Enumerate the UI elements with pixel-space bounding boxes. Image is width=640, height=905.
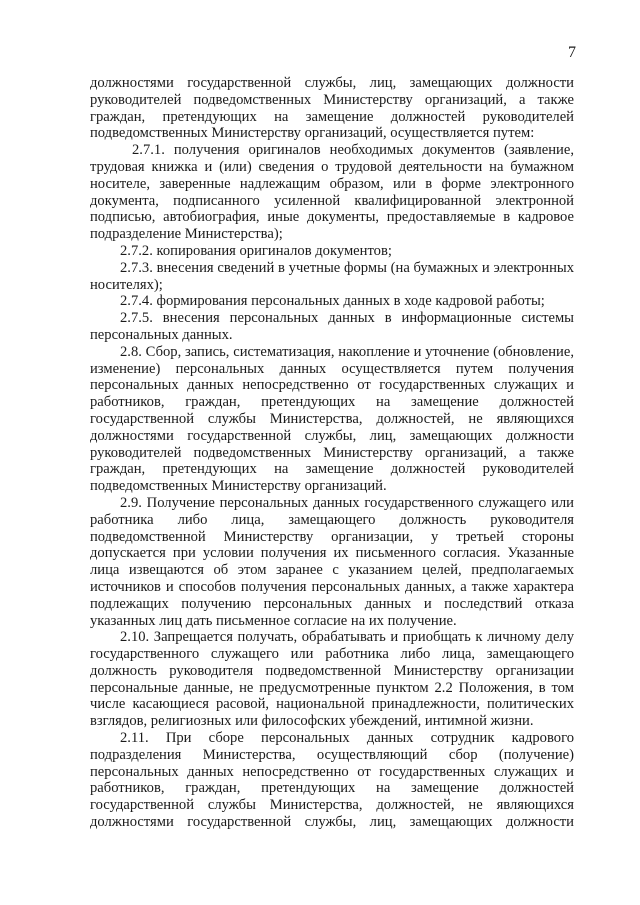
text-line: руководителей подведомственных Министерству организаций, а также: [90, 444, 574, 461]
text-line: подведомственных Министерству организаций, осуществляется путем:: [90, 125, 535, 142]
text-line: источников и способов получения персональных данных, а также характера: [90, 578, 574, 595]
text-line: допускается при условии получения их письменного согласия. Указанные: [90, 545, 574, 562]
text-line: должностями государственной службы, лиц, замещающих должности: [90, 427, 574, 444]
text-line: 2.8. Сбор, запись, систематизация, накопление и уточнение (обновление,: [120, 343, 574, 360]
text-line: работников, граждан, претендующих на замещение должностей: [90, 394, 574, 411]
text-line: лица извещаются об этом заранее с указанием целей, предполагаемых: [90, 562, 574, 579]
text-line: числе касающиеся расовой, национальной принадлежности, политических: [90, 696, 574, 713]
text-line: носителях);: [90, 276, 163, 293]
text-line: изменение) персональных данных осуществляется путем получения: [90, 360, 574, 377]
text-line: подразделения Министерства, осуществляющий сбор (получение): [90, 746, 574, 763]
text-line: 2.7.5. внесения персональных данных в информационные системы: [120, 310, 574, 327]
text-line: 2.7.2. копирования оригиналов документов;: [120, 242, 392, 259]
text-line: государственного служащего или работника либо лица, замещающего: [90, 646, 574, 663]
text-line: подведомственных Министерству организаций.: [90, 478, 387, 495]
text-line: документа, подписанного усиленной квалифицированной электронной: [90, 192, 574, 209]
text-line: руководителей подведомственных Министерству организаций, а также: [90, 91, 574, 108]
text-line: работника либо лица, замещающего должность руководителя: [90, 511, 574, 528]
text-line: 2.10. Запрещается получать, обрабатывать и приобщать к личному делу: [120, 629, 574, 646]
text-line: государственной службы Министерства, должностей, не являющихся: [90, 797, 574, 814]
body-text: [90, 75, 574, 831]
text-line: должностями государственной службы, лиц, замещающих должности: [90, 814, 574, 831]
text-line: указанных лиц дать письменное согласие на их получение.: [90, 612, 457, 629]
text-line: носителе, заверенные надлежащим образом, или в форме электронного: [90, 175, 574, 192]
text-line: 2.9. Получение персональных данных государственного служащего или: [120, 494, 574, 511]
text-line: персональных данных.: [90, 326, 233, 343]
text-line: подписью, автобиография, иные документы, предоставляемые в кадровое: [90, 209, 574, 226]
text-line: подведомственной Министерству организации, у третьей стороны: [90, 528, 574, 545]
text-line: должность руководителя подведомственной Министерству организации: [90, 662, 574, 679]
text-line: персональных данных непосредственно от государственных служащих и: [90, 377, 574, 394]
text-line: должностями государственной службы, лиц, замещающих должности: [90, 75, 574, 91]
text-line: 2.7.3. внесения сведений в учетные формы (на бумажных и электронных: [120, 259, 574, 276]
text-line: 2.7.4. формирования персональных данных в ходе кадровой работы;: [120, 293, 545, 310]
page-number: 7: [568, 44, 576, 61]
text-line: подлежащих получению персональных данных и последствий отказа: [90, 595, 574, 612]
text-line: персональные данные, не предусмотренные пунктом 2.2 Положения, в том: [90, 679, 574, 696]
text-line: работников, граждан, претендующих на замещение должностей: [90, 780, 574, 797]
text-line: 2.7.1. получения оригиналов необходимых документов (заявление,: [132, 142, 574, 159]
text-line: граждан, претендующих на замещение должностей руководителей: [90, 461, 574, 478]
text-line: взглядов, религиозных или философских убеждений, интимной жизни.: [90, 713, 534, 730]
text-line: персональных данных непосредственно от государственных служащих и: [90, 763, 574, 780]
text-line: подразделение Министерства);: [90, 226, 283, 243]
text-line: граждан, претендующих на замещение должностей руководителей: [90, 108, 574, 125]
text-line: трудовая книжка и (или) сведения о трудовой деятельности на бумажном: [90, 158, 574, 175]
text-line: 2.11. При сборе персональных данных сотрудник кадрового: [120, 730, 574, 747]
text-line: государственной службы Министерства, должностей, не являющихся: [90, 410, 574, 427]
